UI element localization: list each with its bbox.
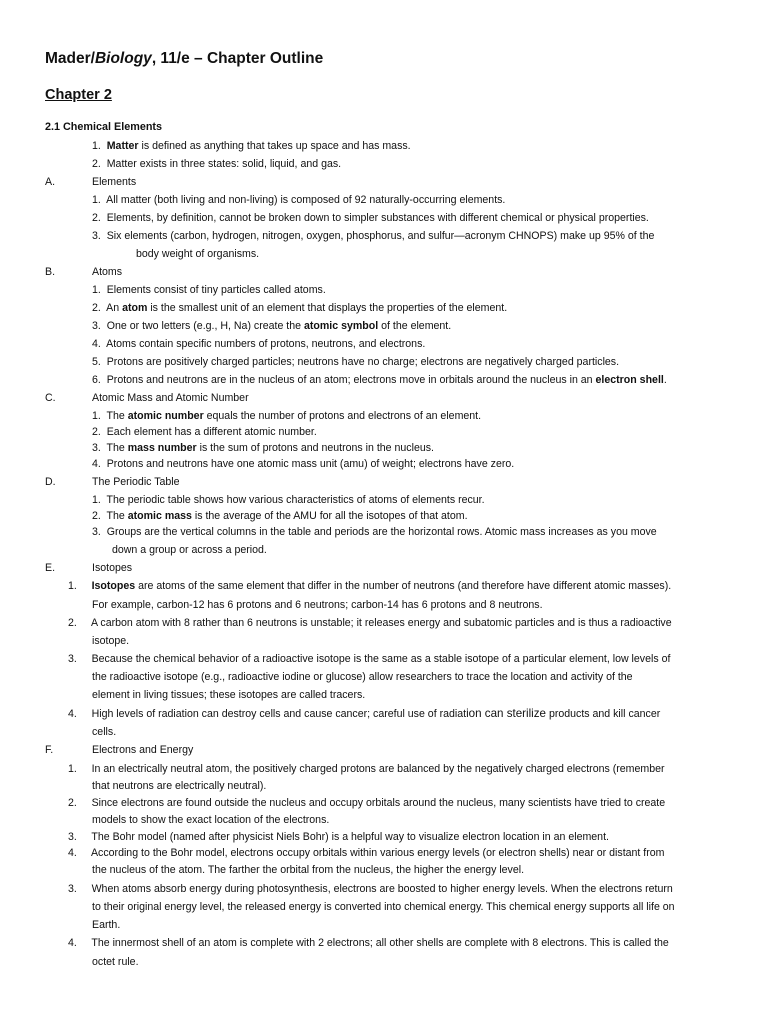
list-item: 3. The mass number is the sum of protons and neutrons in the nucleus. bbox=[92, 442, 434, 454]
list-item: 2. The atomic mass is the average of the AMU for all the isotopes of that atom. bbox=[92, 510, 468, 522]
section-letter: B. bbox=[45, 266, 56, 278]
section-letter: E. bbox=[45, 562, 56, 574]
list-item: 2. Each element has a different atomic number. bbox=[92, 426, 317, 438]
list-item: 2. Since electrons are found outside the nucleus and occupy orbitals around the nucleus, many scientists have tried to create bbox=[68, 797, 666, 809]
list-item-continued: element in living tissues; these isotopes are called tracers. bbox=[92, 689, 366, 701]
list-item: 3. Because the chemical behavior of a radioactive isotope is the same as a stable isotope of a particular element, low levels of bbox=[68, 653, 671, 665]
section-letter: C. bbox=[45, 392, 56, 404]
section-title: Atoms bbox=[92, 266, 123, 278]
section-title: Electrons and Energy bbox=[92, 744, 194, 756]
list-item-continued: to their original energy level, the released energy is converted into chemical energy. This chemical energy supports all life on bbox=[92, 901, 675, 913]
section-title: The Periodic Table bbox=[92, 476, 180, 488]
list-item: 1. The periodic table shows how various characteristics of atoms of elements recur. bbox=[92, 494, 485, 506]
list-item: 1. Matter is defined as anything that takes up space and has mass. bbox=[92, 140, 411, 152]
list-item: 4. According to the Bohr model, electrons occupy orbitals within various energy levels (or electron shells) near or distant from bbox=[68, 847, 665, 859]
document-title bbox=[45, 50, 323, 68]
list-item-continued: Earth. bbox=[92, 919, 121, 931]
list-item: 1. The atomic number equals the number of protons and electrons of an element. bbox=[92, 410, 482, 422]
list-item-continued: isotope. bbox=[92, 635, 130, 647]
title-suffix: , 11/e – Chapter Outline bbox=[151, 50, 324, 67]
section-letter: D. bbox=[45, 476, 56, 488]
list-item-continued: For example, carbon-12 has 6 protons and 6 neutrons; carbon-14 has 6 protons and 8 neutrons. bbox=[92, 599, 543, 611]
list-item-continued: octet rule. bbox=[92, 956, 139, 968]
list-item: 3. When atoms absorb energy during photosynthesis, electrons are boosted to higher energy levels. When the electrons return bbox=[68, 883, 673, 895]
section-title: Elements bbox=[92, 176, 137, 188]
section-letter: F. bbox=[45, 744, 54, 756]
section-heading: 2.1 Chemical Elements bbox=[45, 121, 163, 133]
list-item: 4. The innermost shell of an atom is complete with 2 electrons; all other shells are complete with 8 electrons. This is called the bbox=[68, 937, 669, 949]
list-item-continued: body weight of organisms. bbox=[136, 248, 260, 260]
section-title: Isotopes bbox=[92, 562, 133, 574]
list-item: 5. Protons are positively charged particles; neutrons have no charge; electrons are negatively charged particles. bbox=[92, 356, 620, 368]
list-item: 3. One or two letters (e.g., H, Na) create the atomic symbol of the element. bbox=[92, 320, 452, 332]
list-item: 1. Isotopes are atoms of the same element that differ in the number of neutrons (and therefore have different atomic masses). bbox=[68, 580, 672, 592]
list-item-continued: the radioactive isotope (e.g., radioactive iodine or glucose) allow researchers to trace the location and activity of the bbox=[92, 671, 633, 683]
list-item: 1. All matter (both living and non-living) is composed of 92 naturally-occurring elements. bbox=[92, 194, 506, 206]
list-item-continued: cells. bbox=[92, 726, 117, 738]
list-item: 1. In an electrically neutral atom, the positively charged protons are balanced by the negatively charged electrons (remember bbox=[68, 763, 665, 775]
list-item: 4. Protons and neutrons have one atomic mass unit (amu) of weight; electrons have zero. bbox=[92, 458, 515, 470]
list-item-continued: that neutrons are electrically neutral). bbox=[92, 780, 267, 792]
list-item: 2. Elements, by definition, cannot be broken down to simpler substances with different chemical or physical properties. bbox=[92, 212, 649, 224]
chapter-heading: Chapter 2 bbox=[45, 87, 112, 103]
list-item: 1. Elements consist of tiny particles called atoms. bbox=[92, 284, 326, 296]
title-author: Mader/ bbox=[45, 50, 95, 67]
list-item: 2. Matter exists in three states: solid, liquid, and gas. bbox=[92, 158, 342, 170]
list-item: 4. Atoms contain specific numbers of protons, neutrons, and electrons. bbox=[92, 338, 426, 350]
list-item-continued: the nucleus of the atom. The farther the orbital from the nucleus, the higher the energy level. bbox=[92, 864, 525, 876]
section-title: Atomic Mass and Atomic Number bbox=[92, 392, 249, 404]
list-item: 2. A carbon atom with 8 rather than 6 neutrons is unstable; it releases energy and subatomic particles and is thus a radioactive bbox=[68, 617, 672, 629]
list-item: 3. Six elements (carbon, hydrogen, nitrogen, oxygen, phosphorus, and sulfur—acronym CHNOPS) make up 95% of the bbox=[92, 230, 655, 242]
list-item: 2. An atom is the smallest unit of an element that displays the properties of the element. bbox=[92, 302, 508, 314]
list-item: 3. The Bohr model (named after physicist Niels Bohr) is a helpful way to visualize electron location in an element. bbox=[68, 831, 609, 843]
list-item-continued: down a group or across a period. bbox=[112, 544, 267, 556]
title-book: Biology bbox=[94, 50, 152, 67]
section-letter: A. bbox=[45, 176, 56, 188]
list-item: 6. Protons and neutrons are in the nucleus of an atom; electrons move in orbitals around the nucleus in an electron shell. bbox=[92, 374, 667, 386]
list-item-continued: models to show the exact location of the electrons. bbox=[92, 814, 330, 826]
list-item: 3. Groups are the vertical columns in the table and periods are the horizontal rows. Atomic mass increases as you move bbox=[92, 526, 657, 538]
list-item: 4. High levels of radiation can destroy cells and cause cancer; careful use of radiation can sterilize products and kill cancer bbox=[68, 707, 661, 720]
